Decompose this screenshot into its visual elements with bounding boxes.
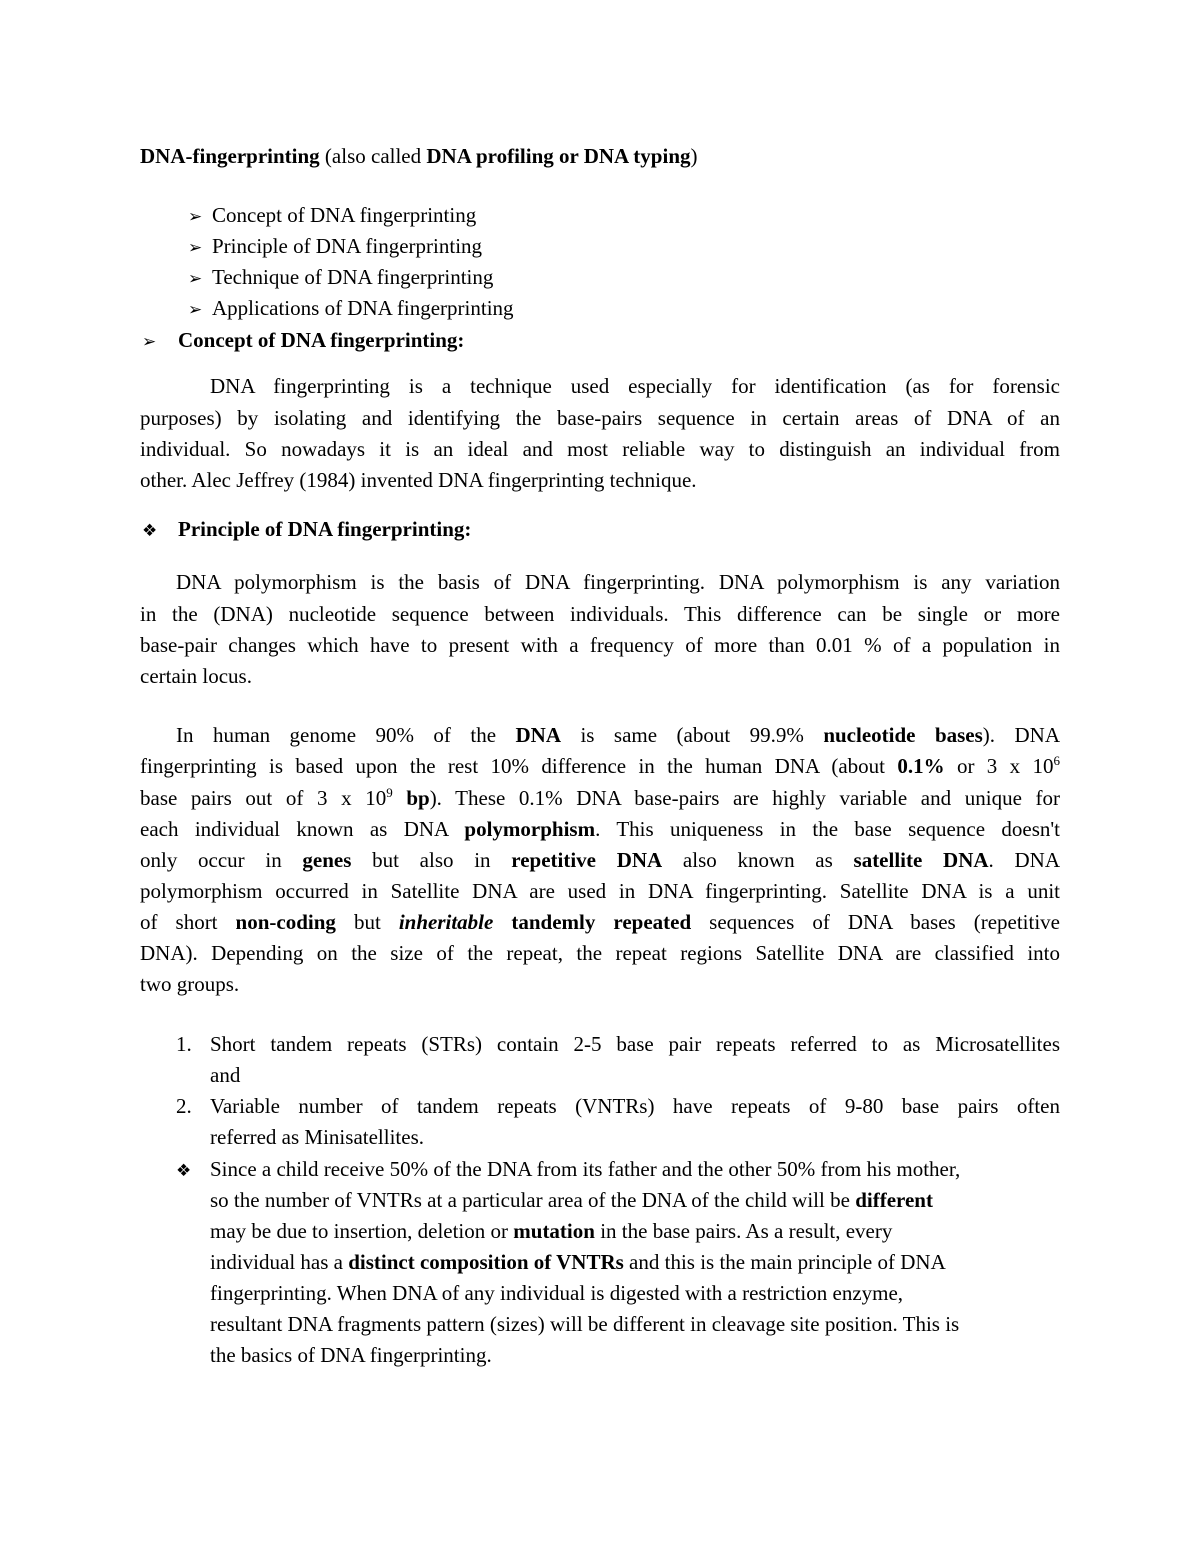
diamond-bullet-icon: ❖ [142,521,158,541]
genome-line [140,908,1060,936]
diamond-bullet-icon: ❖ [176,1161,192,1181]
text-run: and this is the main principle of DNA [623,1250,946,1274]
text-run-bold-italic: inheritable [398,910,494,934]
since-line: Since a child receive 50% of the DNA from its father and the other 50% from his mother, [210,1157,961,1181]
list-item-line: referred as Minisatellites. [210,1125,424,1149]
concept-heading [142,326,464,356]
arrow-bullet-icon: ➢ [142,332,157,352]
text-run: only occur in [140,848,303,872]
principle-heading [142,515,471,545]
text-run: sequences of DNA bases (repetitive [691,910,1060,934]
list-number: 2. [176,1094,192,1118]
since-line: the basics of DNA fingerprinting. [210,1343,492,1367]
text-run-bold: repetitive DNA [511,848,663,872]
concept-line: DNA fingerprinting is a technique used especially for identification (as for forensic [210,374,1060,398]
text-run-bold: satellite DNA [853,848,989,872]
concept-line: other. Alec Jeffrey (1984) invented DNA fingerprinting technique. [140,468,697,492]
outline-item [188,263,493,293]
outline-item [188,294,514,324]
principle-heading-text: Principle of DNA fingerprinting: [178,517,472,541]
concept-line: individual. So nowadays it is an ideal and most reliable way to distinguish an individual from [140,437,1060,461]
principle-line: certain locus. [140,664,252,688]
list-item-line: Short tandem repeats (STRs) contain 2-5 base pair repeats referred to as Microsatellites [210,1032,1060,1056]
title-mid: (also called [319,144,427,168]
arrow-bullet-icon: ➢ [188,300,203,320]
text-run: of short [140,910,236,934]
text-run-bold: nucleotide bases [823,723,983,747]
since-line [210,1248,946,1276]
text-run: ). DNA [982,723,1060,747]
outline-item-label: Concept of DNA fingerprinting [212,203,477,227]
text-run-bold: different [855,1188,933,1212]
genome-line: DNA). Depending on the size of the repeat, the repeat regions Satellite DNA are classified into [140,941,1060,965]
genome-line [140,846,1060,874]
text-run: or 3 x 10 [944,754,1054,778]
text-run: . DNA [988,848,1060,872]
text-run: but also in [351,848,512,872]
principle-line: DNA polymorphism is the basis of DNA fingerprinting. DNA polymorphism is any variation [176,570,1060,594]
outline-item [188,232,482,262]
principle-line: in the (DNA) nucleotide sequence between individuals. This difference can be single or more [140,602,1060,626]
superscript: 6 [1053,753,1060,768]
text-run: ). These 0.1% DNA base-pairs are highly variable and unique for [429,786,1061,810]
since-line: fingerprinting. When DNA of any individual is digested with a restriction enzyme, [210,1281,904,1305]
outline-item-label: Applications of DNA fingerprinting [212,296,514,320]
text-run: so the number of VNTRs at a particular area of the DNA of the child will be [210,1188,856,1212]
text-run: individual has a [210,1250,349,1274]
arrow-bullet-icon: ➢ [188,238,203,258]
text-run: is same (about 99.9% [561,723,824,747]
text-run-bold: tandemly repeated [511,910,692,934]
list-number: 1. [176,1032,192,1056]
text-run: each individual known as DNA [140,817,465,841]
text-run: also known as [662,848,854,872]
list-item-line: Variable number of tandem repeats (VNTRs) have repeats of 9-80 base pairs often [210,1094,1060,1118]
text-run: but [335,910,399,934]
outline-item-label: Technique of DNA fingerprinting [212,265,494,289]
since-line: resultant DNA fragments pattern (sizes) will be different in cleavage site position. This is [210,1312,960,1336]
text-run-bold: genes [302,848,352,872]
concept-line: purposes) by isolating and identifying the base-pairs sequence in certain areas of DNA of an [140,406,1060,430]
title-close: ) [690,144,698,168]
text-run: base pairs out of 3 x 10 [140,786,387,810]
list-item-line: and [210,1063,241,1087]
genome-line [176,721,1060,749]
text-run-bold: DNA [515,723,561,747]
text-run-bold: non-coding [235,910,336,934]
text-run: fingerprinting is based upon the rest 10% difference in the human DNA (about [140,754,898,778]
text-run: In human genome 90% of the [176,723,516,747]
text-run-bold: distinct composition of VNTRs [348,1250,624,1274]
text-run-bold: polymorphism [464,817,596,841]
title-bold-typing: DNA typing [583,144,691,168]
principle-line: base-pair changes which have to present with a frequency of more than 0.01 % of a population in [140,633,1060,657]
outline-item [188,201,476,231]
genome-line: two groups. [140,972,240,996]
text-run [493,910,511,934]
text-run: . This uniqueness in the base sequence doesn't [595,817,1060,841]
title-or: or [553,144,584,168]
outline-item-label: Principle of DNA fingerprinting [212,234,483,258]
since-line [210,1217,892,1245]
text-run: in the base pairs. As a result, every [594,1219,893,1243]
genome-line: polymorphism occurred in Satellite DNA are used in DNA fingerprinting. Satellite DNA is a unit [140,879,1060,903]
title-lead: DNA-fingerprinting [140,144,320,168]
genome-line [140,784,1060,812]
concept-heading-text: Concept of DNA fingerprinting: [178,328,465,352]
title-bold-profiling: DNA profiling [426,144,554,168]
arrow-bullet-icon: ➢ [188,269,203,289]
genome-line [140,752,1060,780]
arrow-bullet-icon: ➢ [188,207,203,227]
text-run-bold: bp [392,786,430,810]
since-line [210,1186,933,1214]
text-run-bold: mutation [513,1219,595,1243]
superscript: 9 [386,785,393,800]
text-run-bold: 0.1% [897,754,945,778]
text-run: may be due to insertion, deletion or [210,1219,514,1243]
genome-line [140,815,1060,843]
document-title [140,142,698,170]
